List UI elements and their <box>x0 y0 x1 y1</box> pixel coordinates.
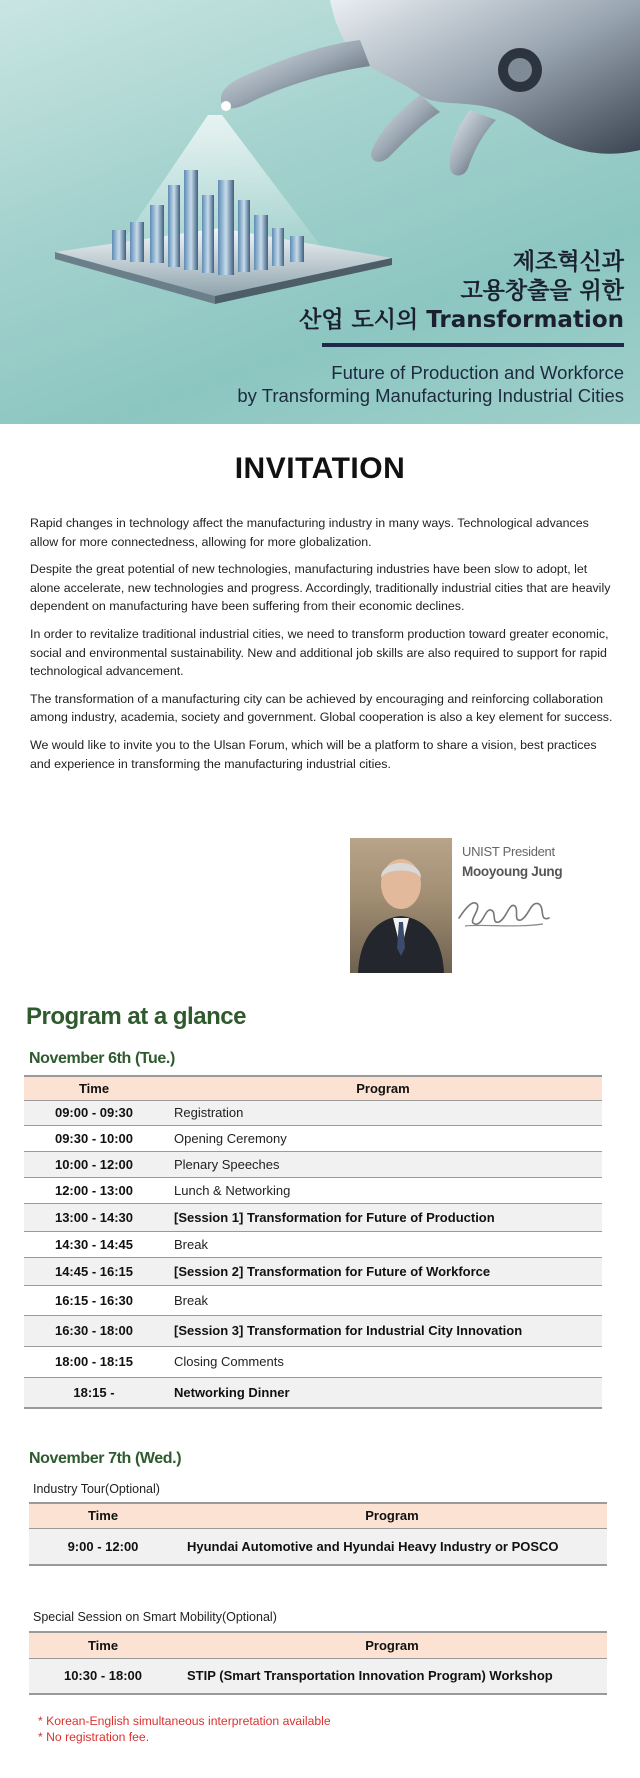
program-cell: Registration <box>164 1100 602 1125</box>
table-row <box>24 1285 602 1315</box>
program-cell: Break <box>164 1285 602 1315</box>
banner-subtitle-line-1: Future of Production and Workforce <box>331 362 624 383</box>
time-cell: 18:00 - 18:15 <box>24 1346 164 1377</box>
time-cell: 16:30 - 18:00 <box>24 1315 164 1346</box>
program-cell: Opening Ceremony <box>164 1125 602 1151</box>
president-portrait-icon <box>350 838 452 973</box>
special-session-title: Special Session on Smart Mobility(Optional) <box>33 1610 277 1624</box>
program-cell: Lunch & Networking <box>164 1177 602 1203</box>
banner-title-ko <box>299 248 624 335</box>
table-row <box>24 1151 602 1177</box>
program-cell: STIP (Smart Transportation Innovation Program) Workshop <box>177 1658 607 1694</box>
program-cell: Plenary Speeches <box>164 1151 602 1177</box>
program-column-header: Program <box>177 1632 607 1658</box>
note-registration: * No registration fee. <box>38 1730 150 1744</box>
table-row <box>24 1177 602 1203</box>
time-cell: 09:30 - 10:00 <box>24 1125 164 1151</box>
banner-subtitle-line-2: by Transforming Manufacturing Industrial Cities <box>237 385 624 406</box>
industry-tour-table <box>29 1502 607 1566</box>
program-cell: [Session 2] Transformation for Future of Workforce <box>164 1257 602 1285</box>
time-cell: 12:00 - 13:00 <box>24 1177 164 1203</box>
time-cell: 10:00 - 12:00 <box>24 1151 164 1177</box>
table-row <box>24 1125 602 1151</box>
time-cell: 13:00 - 14:30 <box>24 1203 164 1231</box>
signature-icon <box>455 888 555 933</box>
hero-banner <box>0 0 640 424</box>
time-column-header: Time <box>24 1076 164 1100</box>
invitation-paragraph: The transformation of a manufacturing city can be achieved by encouraging and reinforcing collaboration among industry, academia, society and government. Global cooperation is also a key element for success. <box>30 691 613 725</box>
banner-title-line-2: 고용창출을 위한 <box>460 278 624 304</box>
table-row <box>29 1658 607 1694</box>
banner-subtitle-en <box>237 361 624 407</box>
robot-hand <box>221 0 640 176</box>
banner-divider <box>322 343 624 347</box>
day1-title: November 6th (Tue.) <box>29 1050 175 1067</box>
time-cell: 9:00 - 12:00 <box>29 1528 177 1565</box>
time-cell: 18:15 - <box>24 1377 164 1408</box>
program-cell: Break <box>164 1231 602 1257</box>
invitation-paragraph: In order to revitalize traditional industrial cities, we need to transform production toward greater economic, social and environmental sustainability. New and additional job skills are also required to support for rapid technological advancement. <box>30 626 609 679</box>
table-row <box>24 1257 602 1285</box>
invitation-title: INVITATION <box>234 452 406 485</box>
time-cell: 14:30 - 14:45 <box>24 1231 164 1257</box>
banner-title-line-3: 산업 도시의 Transformation <box>299 307 624 333</box>
program-cell: Hyundai Automotive and Hyundai Heavy Industry or POSCO <box>177 1528 607 1565</box>
industry-tour-title: Industry Tour(Optional) <box>33 1482 160 1496</box>
banner-title-line-1: 제조혁신과 <box>512 249 624 275</box>
table-row <box>24 1315 602 1346</box>
time-cell: 10:30 - 18:00 <box>29 1658 177 1694</box>
footnotes <box>38 1713 331 1745</box>
president-name: Mooyoung Jung <box>462 864 563 879</box>
invitation-body <box>30 514 620 782</box>
time-column-header: Time <box>29 1632 177 1658</box>
invitation-paragraph: Despite the great potential of new technologies, manufacturing industries have been slow to adopt, let alone accelerate, new technologies and progress. Accordingly, traditionally industrial cities that are heavily dependent on manufacturing have been suffering from their economic declines. <box>30 562 611 614</box>
table-row <box>24 1346 602 1377</box>
time-column-header: Time <box>29 1503 177 1528</box>
president-photo <box>350 838 452 973</box>
note-interpretation: * Korean-English simultaneous interpretation available <box>38 1714 331 1728</box>
time-cell: 09:00 - 09:30 <box>24 1100 164 1125</box>
table-header-row <box>24 1076 602 1100</box>
program-column-header: Program <box>177 1503 607 1528</box>
program-cell: Closing Comments <box>164 1346 602 1377</box>
time-cell: 14:45 - 16:15 <box>24 1257 164 1285</box>
invitation-paragraph: We would like to invite you to the Ulsan Forum, which will be a platform to share a vision, best practices and experience in transforming the manufacturing industrial cities. <box>30 737 597 771</box>
invitation-paragraph: Rapid changes in technology affect the manufacturing industry in many ways. Technological advances allow for more connectedness, allowing for more globalization. <box>30 516 589 549</box>
table-row <box>24 1377 602 1408</box>
table-row <box>24 1203 602 1231</box>
program-cell: Networking Dinner <box>164 1377 602 1408</box>
table-header-row <box>29 1503 607 1528</box>
table-row <box>29 1528 607 1565</box>
table-row <box>24 1231 602 1257</box>
table-header-row <box>29 1632 607 1658</box>
president-role: UNIST President <box>462 844 555 859</box>
program-title: Program at a glance <box>26 1003 246 1030</box>
table-row <box>24 1100 602 1125</box>
special-session-table <box>29 1631 607 1695</box>
program-cell: [Session 1] Transformation for Future of Production <box>164 1203 602 1231</box>
day2-title: November 7th (Wed.) <box>29 1450 182 1467</box>
day1-schedule-table <box>24 1075 602 1409</box>
time-cell: 16:15 - 16:30 <box>24 1285 164 1315</box>
program-column-header: Program <box>164 1076 602 1100</box>
program-cell: [Session 3] Transformation for Industrial City Innovation <box>164 1315 602 1346</box>
